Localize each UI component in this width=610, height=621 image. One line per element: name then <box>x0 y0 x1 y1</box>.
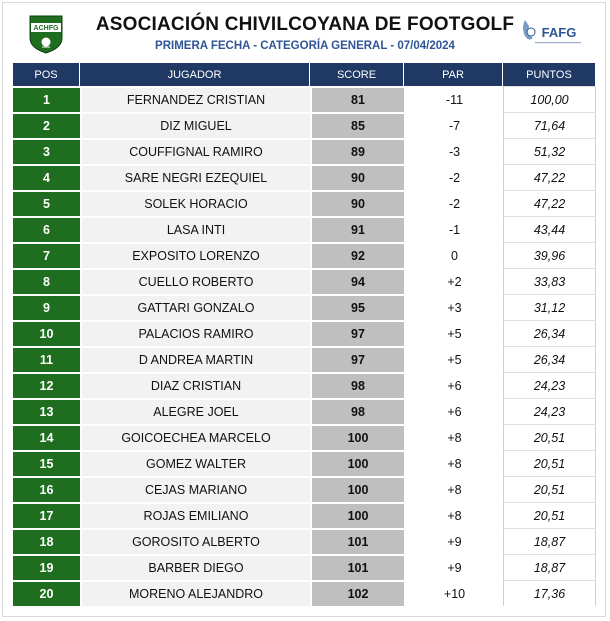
par-cell: -1 <box>404 216 503 242</box>
points-cell: 100,00 <box>503 86 596 112</box>
par-cell: +8 <box>404 476 503 502</box>
table-row <box>13 580 596 606</box>
column-header-jugador: JUGADOR <box>80 63 310 86</box>
player-name-cell: GOROSITO ALBERTO <box>80 528 310 554</box>
score-cell: 98 <box>310 398 404 424</box>
pos-cell: 8 <box>13 268 80 294</box>
points-cell: 51,32 <box>503 138 596 164</box>
par-cell: +8 <box>404 502 503 528</box>
score-cell: 90 <box>310 190 404 216</box>
score-cell: 101 <box>310 554 404 580</box>
points-cell: 17,36 <box>503 580 596 606</box>
table-row <box>13 216 596 242</box>
par-cell: +6 <box>404 372 503 398</box>
par-cell: +8 <box>404 450 503 476</box>
player-name-cell: ALEGRE JOEL <box>80 398 310 424</box>
par-cell: -2 <box>404 164 503 190</box>
pos-cell: 10 <box>13 320 80 346</box>
table-row <box>13 164 596 190</box>
table-row <box>13 398 596 424</box>
points-cell: 47,22 <box>503 164 596 190</box>
column-header-par: PAR <box>404 63 503 86</box>
score-cell: 85 <box>310 112 404 138</box>
score-cell: 81 <box>310 86 404 112</box>
table-row <box>13 268 596 294</box>
par-cell: +2 <box>404 268 503 294</box>
player-name-cell: DIZ MIGUEL <box>80 112 310 138</box>
table-row <box>13 86 596 112</box>
table-row <box>13 320 596 346</box>
pos-cell: 13 <box>13 398 80 424</box>
table-row <box>13 346 596 372</box>
player-name-cell: CEJAS MARIANO <box>80 476 310 502</box>
par-cell: -7 <box>404 112 503 138</box>
pos-cell: 14 <box>13 424 80 450</box>
player-name-cell: ROJAS EMILIANO <box>80 502 310 528</box>
points-cell: 31,12 <box>503 294 596 320</box>
player-name-cell: EXPOSITO LORENZO <box>80 242 310 268</box>
score-cell: 92 <box>310 242 404 268</box>
table-row <box>13 450 596 476</box>
player-name-cell: FERNANDEZ CRISTIAN <box>80 86 310 112</box>
player-name-cell: SOLEK HORACIO <box>80 190 310 216</box>
page-subtitle: PRIMERA FECHA - CATEGORÍA GENERAL - 07/04/2024 <box>155 40 455 52</box>
table-row <box>13 554 596 580</box>
par-cell: +10 <box>404 580 503 606</box>
achfg-logo-text: ACHFG <box>33 25 59 32</box>
table-row <box>13 372 596 398</box>
par-cell: -11 <box>404 86 503 112</box>
table-row <box>13 112 596 138</box>
pos-cell: 15 <box>13 450 80 476</box>
player-name-cell: SARE NEGRI EZEQUIEL <box>80 164 310 190</box>
points-cell: 33,83 <box>503 268 596 294</box>
score-cell: 98 <box>310 372 404 398</box>
pos-cell: 12 <box>13 372 80 398</box>
par-cell: +8 <box>404 424 503 450</box>
pos-cell: 6 <box>13 216 80 242</box>
column-header-score: SCORE <box>310 63 404 86</box>
table-row <box>13 190 596 216</box>
par-cell: -3 <box>404 138 503 164</box>
score-cell: 95 <box>310 294 404 320</box>
pos-cell: 18 <box>13 528 80 554</box>
par-cell: +5 <box>404 346 503 372</box>
score-cell: 97 <box>310 320 404 346</box>
column-header-puntos: PUNTOS <box>503 63 596 86</box>
par-cell: +9 <box>404 528 503 554</box>
pos-cell: 20 <box>13 580 80 606</box>
pos-cell: 11 <box>13 346 80 372</box>
score-cell: 100 <box>310 450 404 476</box>
par-cell: 0 <box>404 242 503 268</box>
score-cell: 94 <box>310 268 404 294</box>
par-cell: +9 <box>404 554 503 580</box>
score-cell: 102 <box>310 580 404 606</box>
points-cell: 20,51 <box>503 424 596 450</box>
score-cell: 97 <box>310 346 404 372</box>
pos-cell: 1 <box>13 86 80 112</box>
pos-cell: 2 <box>13 112 80 138</box>
table-header-row <box>13 63 596 86</box>
score-cell: 100 <box>310 502 404 528</box>
player-name-cell: GOICOECHEA MARCELO <box>80 424 310 450</box>
pos-cell: 16 <box>13 476 80 502</box>
points-cell: 26,34 <box>503 320 596 346</box>
points-cell: 71,64 <box>503 112 596 138</box>
points-cell: 26,34 <box>503 346 596 372</box>
pos-cell: 9 <box>13 294 80 320</box>
pos-cell: 19 <box>13 554 80 580</box>
par-cell: -2 <box>404 190 503 216</box>
player-name-cell: D ANDREA MARTIN <box>80 346 310 372</box>
par-cell: +5 <box>404 320 503 346</box>
points-cell: 20,51 <box>503 476 596 502</box>
pos-cell: 5 <box>13 190 80 216</box>
player-name-cell: DIAZ CRISTIAN <box>80 372 310 398</box>
table-row <box>13 138 596 164</box>
table-row <box>13 528 596 554</box>
points-cell: 18,87 <box>503 554 596 580</box>
par-cell: +3 <box>404 294 503 320</box>
points-cell: 39,96 <box>503 242 596 268</box>
player-name-cell: CUELLO ROBERTO <box>80 268 310 294</box>
score-cell: 101 <box>310 528 404 554</box>
table-row <box>13 242 596 268</box>
score-cell: 100 <box>310 424 404 450</box>
points-cell: 43,44 <box>503 216 596 242</box>
player-name-cell: MORENO ALEJANDRO <box>80 580 310 606</box>
player-name-cell: BARBER DIEGO <box>80 554 310 580</box>
score-cell: 100 <box>310 476 404 502</box>
pos-cell: 4 <box>13 164 80 190</box>
points-cell: 18,87 <box>503 528 596 554</box>
score-cell: 90 <box>310 164 404 190</box>
points-cell: 24,23 <box>503 372 596 398</box>
table-row <box>13 502 596 528</box>
standings-table <box>13 63 596 606</box>
par-cell: +6 <box>404 398 503 424</box>
score-cell: 91 <box>310 216 404 242</box>
player-name-cell: GATTARI GONZALO <box>80 294 310 320</box>
points-cell: 20,51 <box>503 450 596 476</box>
table-row <box>13 476 596 502</box>
table-row <box>13 424 596 450</box>
page-title: ASOCIACIÓN CHIVILCOYANA DE FOOTGOLF <box>95 14 515 35</box>
column-header-pos: POS <box>13 63 80 86</box>
pos-cell: 7 <box>13 242 80 268</box>
player-name-cell: LASA INTI <box>80 216 310 242</box>
table-row <box>13 294 596 320</box>
points-cell: 47,22 <box>503 190 596 216</box>
pos-cell: 3 <box>13 138 80 164</box>
points-cell: 24,23 <box>503 398 596 424</box>
player-name-cell: COUFFIGNAL RAMIRO <box>80 138 310 164</box>
fafg-logo-text: FAFG <box>541 25 577 40</box>
points-cell: 20,51 <box>503 502 596 528</box>
score-cell: 89 <box>310 138 404 164</box>
pos-cell: 17 <box>13 502 80 528</box>
player-name-cell: GOMEZ WALTER <box>80 450 310 476</box>
player-name-cell: PALACIOS RAMIRO <box>80 320 310 346</box>
